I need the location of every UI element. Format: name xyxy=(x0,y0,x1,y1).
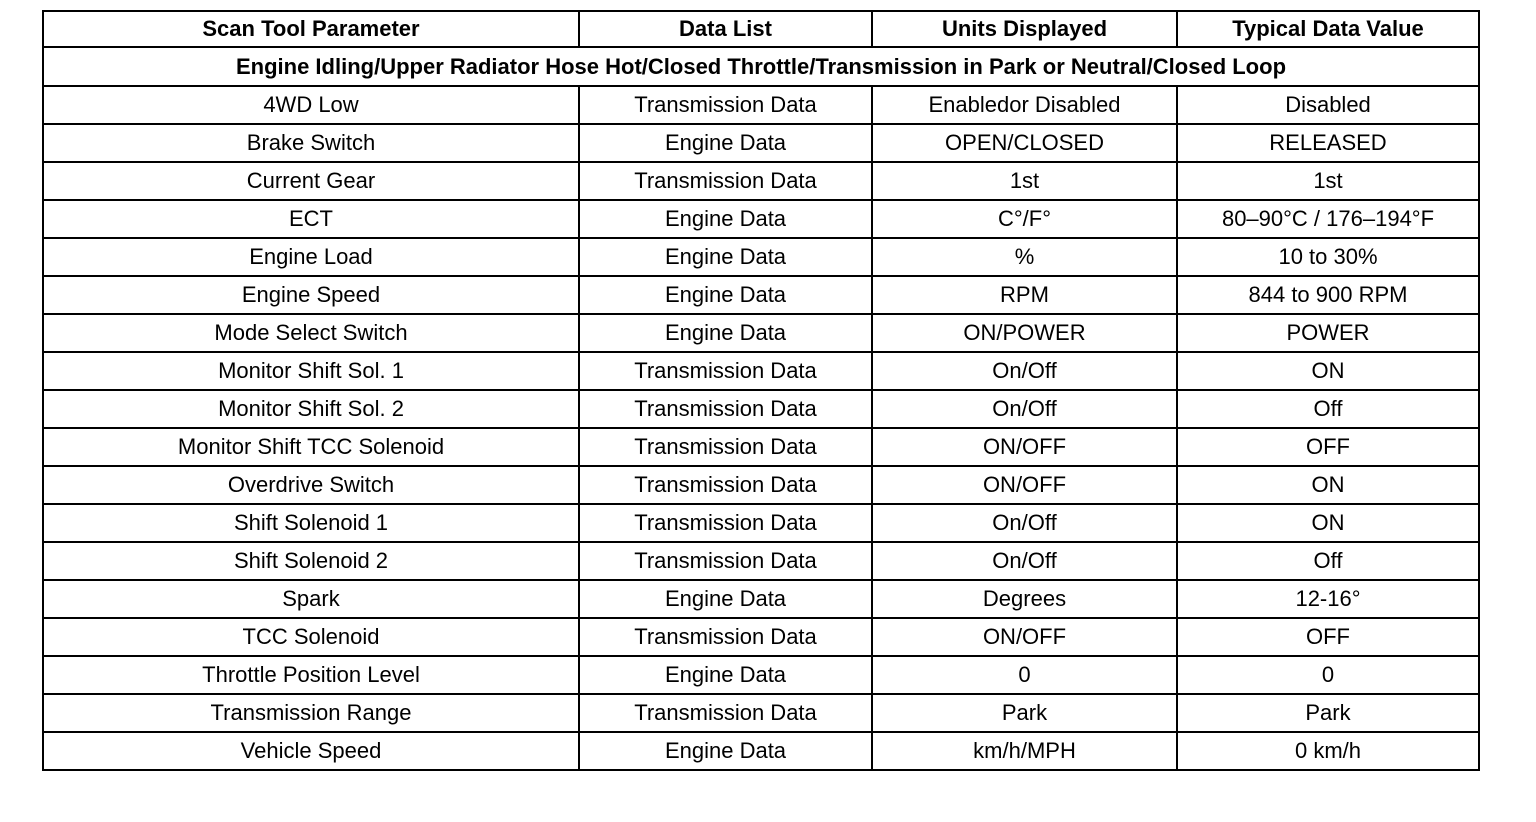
units-cell: RPM xyxy=(872,276,1177,314)
parameter-cell: Overdrive Switch xyxy=(43,466,579,504)
units-cell: Enabledor Disabled xyxy=(872,86,1177,124)
parameter-cell: Monitor Shift Sol. 2 xyxy=(43,390,579,428)
typical-value-cell: Park xyxy=(1177,694,1479,732)
typical-value-cell: 0 xyxy=(1177,656,1479,694)
header-typical-data-value: Typical Data Value xyxy=(1177,11,1479,47)
parameter-cell: Mode Select Switch xyxy=(43,314,579,352)
header-row xyxy=(43,11,1479,47)
data-list-cell: Transmission Data xyxy=(579,618,872,656)
units-cell: ON/POWER xyxy=(872,314,1177,352)
parameter-cell: Vehicle Speed xyxy=(43,732,579,770)
units-cell: 0 xyxy=(872,656,1177,694)
units-cell: OPEN/CLOSED xyxy=(872,124,1177,162)
data-list-cell: Engine Data xyxy=(579,314,872,352)
units-cell: ON/OFF xyxy=(872,428,1177,466)
data-list-cell: Transmission Data xyxy=(579,86,872,124)
typical-value-cell: 12-16° xyxy=(1177,580,1479,618)
table-row xyxy=(43,86,1479,124)
table-row xyxy=(43,276,1479,314)
table-row xyxy=(43,656,1479,694)
table-row xyxy=(43,694,1479,732)
typical-value-cell: RELEASED xyxy=(1177,124,1479,162)
table-row xyxy=(43,504,1479,542)
condition-row xyxy=(43,47,1479,86)
table-row xyxy=(43,466,1479,504)
typical-value-cell: 844 to 900 RPM xyxy=(1177,276,1479,314)
data-list-cell: Transmission Data xyxy=(579,694,872,732)
data-list-cell: Engine Data xyxy=(579,580,872,618)
data-list-cell: Transmission Data xyxy=(579,466,872,504)
data-list-cell: Transmission Data xyxy=(579,428,872,466)
table-body xyxy=(43,86,1479,770)
typical-value-cell: ON xyxy=(1177,504,1479,542)
table-row xyxy=(43,542,1479,580)
typical-value-cell: 80–90°C / 176–194°F xyxy=(1177,200,1479,238)
data-list-cell: Transmission Data xyxy=(579,504,872,542)
parameter-cell: Spark xyxy=(43,580,579,618)
table-row xyxy=(43,200,1479,238)
typical-value-cell: POWER xyxy=(1177,314,1479,352)
parameter-cell: Monitor Shift TCC Solenoid xyxy=(43,428,579,466)
table-row xyxy=(43,618,1479,656)
parameter-cell: Engine Load xyxy=(43,238,579,276)
typical-value-cell: OFF xyxy=(1177,618,1479,656)
data-list-cell: Engine Data xyxy=(579,276,872,314)
data-list-cell: Engine Data xyxy=(579,238,872,276)
units-cell: 1st xyxy=(872,162,1177,200)
units-cell: km/h/MPH xyxy=(872,732,1177,770)
table-row xyxy=(43,314,1479,352)
table-row xyxy=(43,124,1479,162)
units-cell: On/Off xyxy=(872,390,1177,428)
units-cell: Degrees xyxy=(872,580,1177,618)
parameter-cell: TCC Solenoid xyxy=(43,618,579,656)
units-cell: % xyxy=(872,238,1177,276)
data-list-cell: Transmission Data xyxy=(579,162,872,200)
table-header xyxy=(43,11,1479,86)
data-list-cell: Transmission Data xyxy=(579,542,872,580)
data-list-cell: Engine Data xyxy=(579,124,872,162)
parameter-cell: Shift Solenoid 1 xyxy=(43,504,579,542)
typical-value-cell: ON xyxy=(1177,466,1479,504)
units-cell: On/Off xyxy=(872,352,1177,390)
units-cell: Park xyxy=(872,694,1177,732)
parameter-cell: ECT xyxy=(43,200,579,238)
parameter-cell: Engine Speed xyxy=(43,276,579,314)
typical-value-cell: 10 to 30% xyxy=(1177,238,1479,276)
parameter-cell: Monitor Shift Sol. 1 xyxy=(43,352,579,390)
typical-value-cell: 1st xyxy=(1177,162,1479,200)
parameter-cell: Throttle Position Level xyxy=(43,656,579,694)
data-list-cell: Transmission Data xyxy=(579,390,872,428)
table-row xyxy=(43,390,1479,428)
table-row xyxy=(43,732,1479,770)
scan-tool-data-table xyxy=(42,10,1480,771)
typical-value-cell: Disabled xyxy=(1177,86,1479,124)
table-row xyxy=(43,162,1479,200)
units-cell: On/Off xyxy=(872,542,1177,580)
typical-value-cell: Off xyxy=(1177,390,1479,428)
parameter-cell: Brake Switch xyxy=(43,124,579,162)
typical-value-cell: OFF xyxy=(1177,428,1479,466)
parameter-cell: Shift Solenoid 2 xyxy=(43,542,579,580)
typical-value-cell: 0 km/h xyxy=(1177,732,1479,770)
units-cell: C°/F° xyxy=(872,200,1177,238)
header-scan-tool-parameter: Scan Tool Parameter xyxy=(43,11,579,47)
units-cell: ON/OFF xyxy=(872,618,1177,656)
data-list-cell: Transmission Data xyxy=(579,352,872,390)
header-units-displayed: Units Displayed xyxy=(872,11,1177,47)
table-row xyxy=(43,428,1479,466)
parameter-cell: 4WD Low xyxy=(43,86,579,124)
units-cell: On/Off xyxy=(872,504,1177,542)
table-row xyxy=(43,238,1479,276)
data-list-cell: Engine Data xyxy=(579,656,872,694)
data-list-cell: Engine Data xyxy=(579,732,872,770)
typical-value-cell: ON xyxy=(1177,352,1479,390)
parameter-cell: Transmission Range xyxy=(43,694,579,732)
parameter-cell: Current Gear xyxy=(43,162,579,200)
units-cell: ON/OFF xyxy=(872,466,1177,504)
test-condition: Engine Idling/Upper Radiator Hose Hot/Closed Throttle/Transmission in Park or Neutral/Closed Loop xyxy=(43,47,1479,86)
typical-value-cell: Off xyxy=(1177,542,1479,580)
table-row xyxy=(43,352,1479,390)
data-list-cell: Engine Data xyxy=(579,200,872,238)
table-row xyxy=(43,580,1479,618)
header-data-list: Data List xyxy=(579,11,872,47)
